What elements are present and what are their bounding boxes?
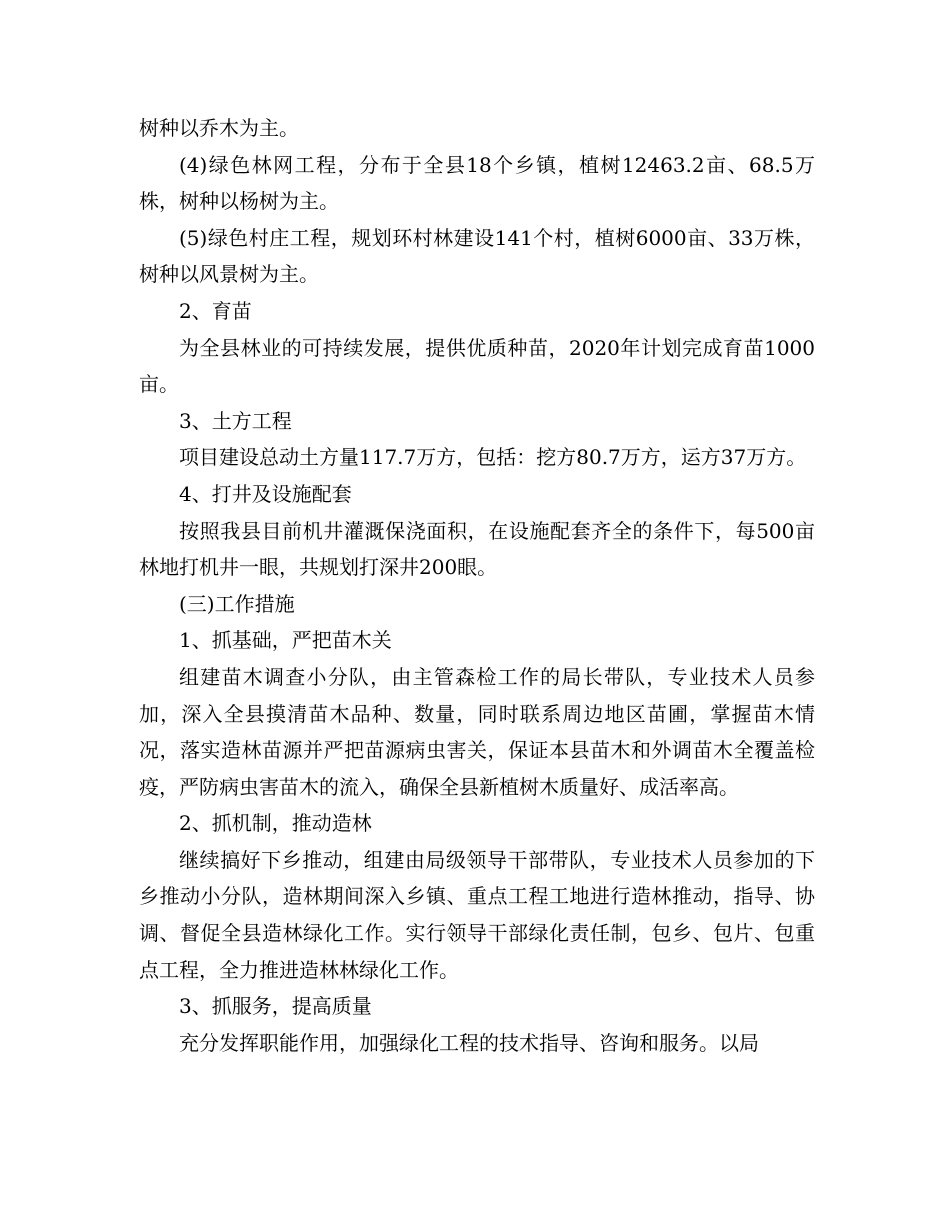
paragraph-continuation: 树种以乔木为主。 bbox=[139, 116, 299, 140]
paragraph-wells: 按照我县目前机井灌溉保浇面积，在设施配套齐全的条件下，每500亩林地打机井一眼，共规划打深井200眼。 bbox=[139, 518, 815, 580]
heading-seedling: 2、育苗 bbox=[179, 298, 252, 323]
heading-mechanism: 2、抓机制，推动造林 bbox=[179, 811, 372, 836]
paragraph-foundation: 组建苗木调查小分队，由主管森检工作的局长带队，专业技术人员参加，深入全县摸清苗木品种、数量，同时联系周边地区苗圃，掌握苗木情况，落实造林苗源并严把苗源病虫害关，保证本县苗木和外调苗木全覆盖检疫，严防病虫害苗木的流入，确保全县新植树木质量好、成活率高。 bbox=[139, 664, 815, 799]
paragraph-mechanism: 继续搞好下乡推动，组建由局级领导干部带队，专业技术人员参加的下乡推动小分队，造林期间深入乡镇、重点工程工地进行造林推动，指导、协调、督促全县造林绿化工作。实行领导干部绿化责任制，包乡、包片、包重点工程，全力推进造林林绿化工作。 bbox=[139, 847, 815, 982]
document-page bbox=[139, 110, 815, 1061]
paragraph-seedling: 为全县林业的可持续发展，提供优质种苗，2020年计划完成育苗1000亩。 bbox=[139, 335, 815, 397]
heading-earthwork: 3、土方工程 bbox=[179, 408, 292, 433]
paragraph-earthwork: 项目建设总动土方量117.7万方，包括：挖方80.7万方，运方37万方。 bbox=[179, 445, 807, 470]
paragraph-green-village: (5)绿色村庄工程，规划环村林建设141个村，植树6000亩、33万株，树种以风景树为主。 bbox=[139, 225, 815, 287]
heading-service: 3、抓服务，提高质量 bbox=[179, 994, 372, 1019]
paragraph-service: 充分发挥职能作用，加强绿化工程的技术指导、咨询和服务。以局 bbox=[179, 1030, 759, 1055]
heading-foundation: 1、抓基础，严把苗木关 bbox=[179, 628, 392, 653]
heading-wells: 4、打井及设施配套 bbox=[179, 481, 352, 506]
heading-work-measures: (三)工作措施 bbox=[179, 591, 295, 616]
paragraph-green-network: (4)绿色林网工程，分布于全县18个乡镇，植树12463.2亩、68.5万株，树种以杨树为主。 bbox=[139, 152, 815, 214]
